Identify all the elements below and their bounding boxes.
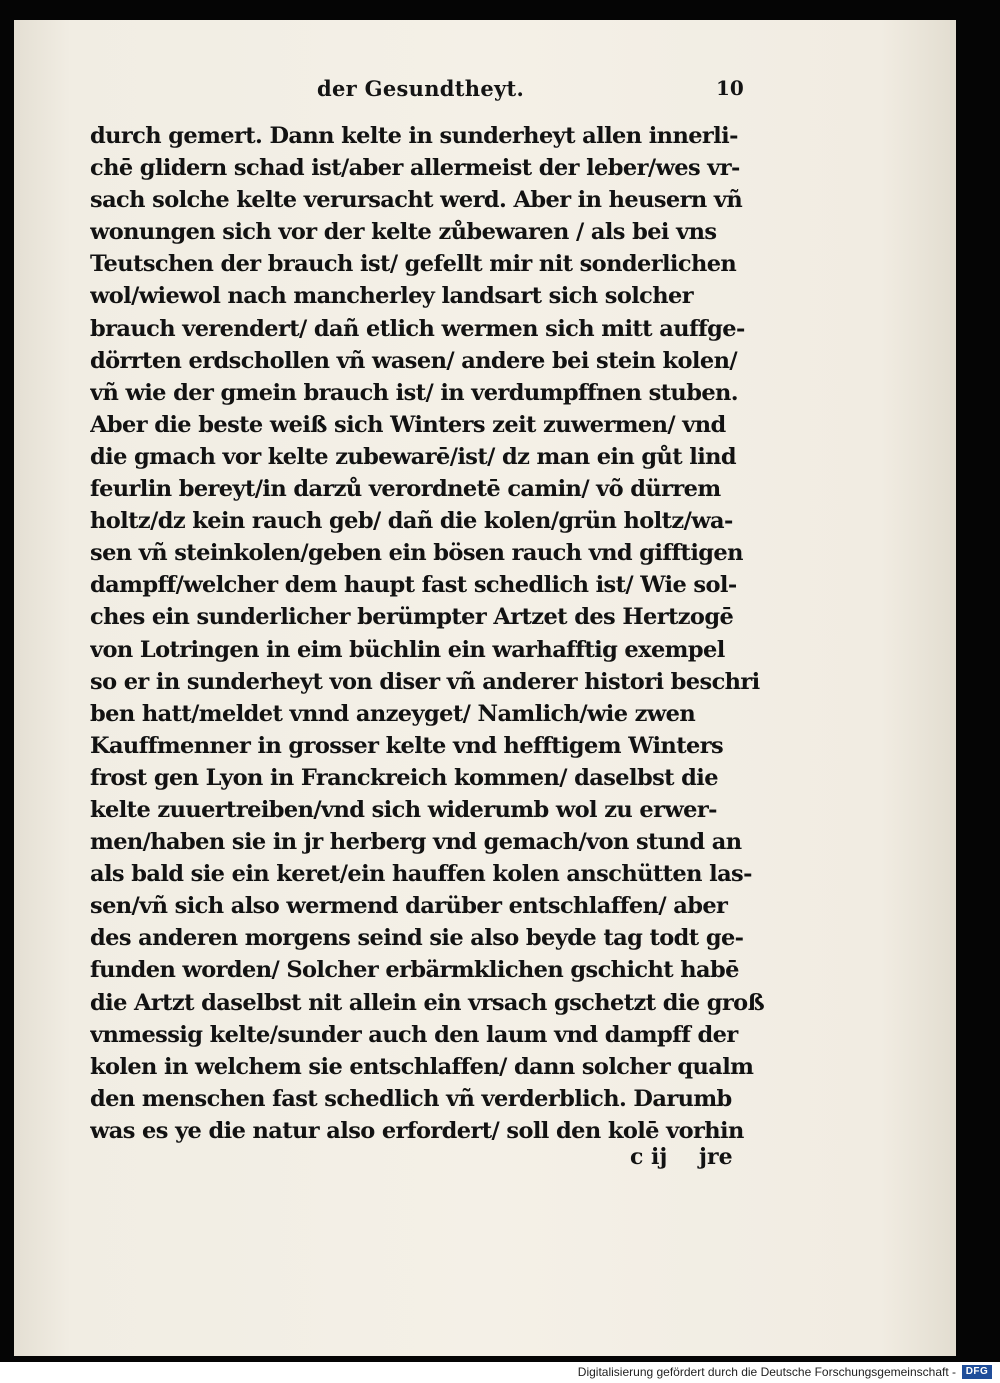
text-line: was es ye die natur also erfordert/ soll den kolē vorhin xyxy=(90,1117,744,1144)
text-line: men/haben sie in jr herberg vnd gemach/von stund an xyxy=(90,829,742,856)
text-line: Aber die beste weiß sich Winters zeit zuwermen/ vnd xyxy=(90,411,726,438)
text-line: den menschen fast schedlich vñ verderblich. Darumb xyxy=(90,1085,732,1112)
text-line: Teutschen der brauch ist/ gefellt mir nit sonderlichen xyxy=(90,251,737,278)
text-line: kolen in welchem sie entschlaffen/ dann solcher qualm xyxy=(90,1053,754,1080)
text-line: Kauffmenner in grosser kelte vnd hefftigem Winters xyxy=(90,732,724,759)
catchline xyxy=(630,1144,757,1170)
text-line: brauch verendert/ dañ etlich wermen sich mitt auffge- xyxy=(90,315,745,342)
funding-footer xyxy=(0,1362,1000,1383)
running-head: der Gesundtheyt. xyxy=(317,76,525,101)
text-line: feurlin bereyt/in darzů verordnetē camin/ võ dürrem xyxy=(90,476,721,503)
dfg-logo: DFG xyxy=(962,1365,992,1379)
text-line: funden worden/ Solcher erbärmklichen gschicht habē xyxy=(90,957,739,984)
text-line: sen vñ steinkolen/geben ein bösen rauch vnd gifftigen xyxy=(90,540,743,567)
text-line: frost gen Lyon in Franckreich kommen/ daselbst die xyxy=(90,764,718,791)
catchword: jre xyxy=(699,1144,733,1170)
text-line: ben hatt/meldet vnnd anzeyget/ Namlich/wie zwen xyxy=(90,700,696,727)
text-line: dampff/welcher dem haupt fast schedlich ist/ Wie sol- xyxy=(90,572,737,599)
funding-notice: Digitalisierung gefördert durch die Deutsche Forschungsgemeinschaft - xyxy=(577,1365,956,1379)
book-page xyxy=(14,20,956,1356)
text-line: chē glidern schad ist/aber allermeist der leber/wes vr- xyxy=(90,155,740,182)
text-line: so er in sunderheyt von diser vñ anderer histori beschri xyxy=(90,668,760,695)
text-line: des anderen morgens seind sie also beyde tag todt ge- xyxy=(90,925,744,952)
text-line: vñ wie der gmein brauch ist/ in verdumpffnen stuben. xyxy=(90,379,739,406)
page-header xyxy=(14,72,956,108)
text-line: wonungen sich vor der kelte zůbewaren / als bei vns xyxy=(90,219,717,246)
text-line: dörrten erdschollen vñ wasen/ andere bei stein kolen/ xyxy=(90,347,737,374)
text-line: die gmach vor kelte zubewarē/ist/ dz man ein gůt lind xyxy=(90,443,737,470)
text-line: vnmessig kelte/sunder auch den laum vnd dampff der xyxy=(90,1021,738,1048)
body-text xyxy=(90,120,770,1147)
text-line: als bald sie ein keret/ein hauffen kolen anschütten las- xyxy=(90,861,752,888)
text-line: wol/wiewol nach mancherley landsart sich solcher xyxy=(90,283,694,310)
text-line: sach solche kelte verursacht werd. Aber in heusern vñ xyxy=(90,187,743,214)
text-line: durch gemert. Dann kelte in sunderheyt allen innerli- xyxy=(90,123,738,149)
text-line: ches ein sunderlicher berümpter Artzet des Hertzogē xyxy=(90,604,734,631)
text-line: die Artzt daselbst nit allein ein vrsach gschetzt die groß xyxy=(90,989,765,1016)
text-line: sen/vñ sich also wermend darüber entschlaffen/ aber xyxy=(90,893,728,920)
text-line: kelte zuuertreiben/vnd sich widerumb wol zu erwer- xyxy=(90,796,717,823)
text-line: von Lotringen in eim büchlin ein warhafftig exempel xyxy=(90,636,725,663)
text-line: holtz/dz kein rauch geb/ dañ die kolen/grün holtz/wa- xyxy=(90,508,733,535)
signature-mark: c ij xyxy=(630,1144,668,1170)
folio-number: 10 xyxy=(716,76,744,100)
